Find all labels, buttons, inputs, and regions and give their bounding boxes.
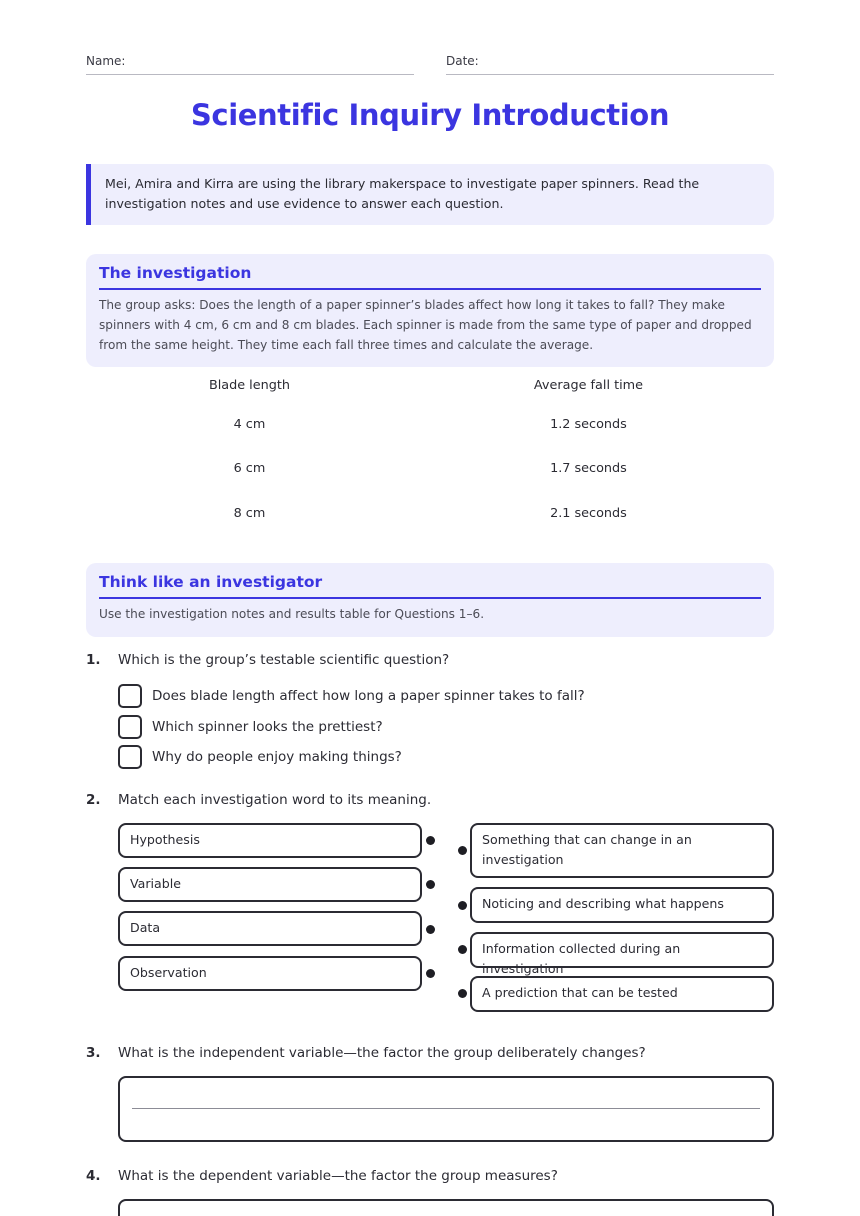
answer-box[interactable] xyxy=(118,1199,774,1216)
match-dot[interactable] xyxy=(426,880,435,889)
table-header-row xyxy=(86,378,774,402)
table-cell: 6 cm xyxy=(233,461,266,477)
term-box[interactable]: Variable xyxy=(118,867,422,902)
table-cell: 2.1 seconds xyxy=(550,505,627,521)
table-cell: 1.7 seconds xyxy=(550,461,627,477)
meaning-box[interactable]: Something that can change in an investigation xyxy=(470,823,774,878)
investigation-panel xyxy=(86,254,774,367)
match-dot[interactable] xyxy=(426,925,435,934)
table-row xyxy=(86,491,774,536)
investigation-heading: The investigation xyxy=(99,264,761,290)
match-dot[interactable] xyxy=(458,989,467,998)
table-cell: 8 cm xyxy=(233,505,266,521)
match-dot[interactable] xyxy=(426,836,435,845)
term-box[interactable]: Hypothesis xyxy=(118,823,422,858)
option-1[interactable] xyxy=(118,684,585,708)
table-row xyxy=(86,402,774,447)
match-dot[interactable] xyxy=(458,846,467,855)
table-cell: 1.2 seconds xyxy=(550,416,627,432)
table-cell: 4 cm xyxy=(233,416,266,432)
option-2[interactable] xyxy=(118,715,383,739)
date-field[interactable] xyxy=(446,54,774,75)
think-heading: Think like an investigator xyxy=(99,573,761,599)
option-label: Which spinner looks the prettiest? xyxy=(152,719,383,735)
results-table xyxy=(86,378,774,536)
meaning-box[interactable]: A prediction that can be tested xyxy=(470,976,774,1012)
checkbox[interactable] xyxy=(118,745,142,769)
term-box[interactable]: Data xyxy=(118,911,422,946)
match-dot[interactable] xyxy=(458,901,467,910)
think-panel xyxy=(86,563,774,637)
checkbox[interactable] xyxy=(118,715,142,739)
question-text: What is the independent variable—the factor the group deliberately changes? xyxy=(118,1045,646,1061)
question-number: 4. xyxy=(86,1168,101,1184)
question-text: Match each investigation word to its meaning. xyxy=(118,792,432,808)
date-label: Date: xyxy=(446,54,479,68)
answer-box[interactable] xyxy=(118,1076,774,1142)
match-dot[interactable] xyxy=(458,945,467,954)
meaning-box[interactable]: Noticing and describing what happens xyxy=(470,887,774,923)
option-3[interactable] xyxy=(118,745,402,769)
table-row xyxy=(86,447,774,492)
question-text: Which is the group’s testable scientific question? xyxy=(118,652,450,668)
name-field[interactable] xyxy=(86,54,414,75)
table-header-cell: Average fall time xyxy=(533,378,643,393)
question-number: 3. xyxy=(86,1045,101,1061)
question-text: What is the dependent variable—the factor the group measures? xyxy=(118,1168,558,1184)
option-label: Does blade length affect how long a paper spinner takes to fall? xyxy=(152,688,585,704)
page-title: Scientific Inquiry Introduction xyxy=(190,98,670,132)
meaning-box[interactable]: Information collected during an investigation xyxy=(470,932,774,968)
name-label: Name: xyxy=(86,54,126,68)
checkbox[interactable] xyxy=(118,684,142,708)
name-date-row xyxy=(86,54,774,75)
term-box[interactable]: Observation xyxy=(118,956,422,991)
investigation-text: The group asks: Does the length of a paper spinner’s blades affect how long it takes to fall? They make spinners with 4 cm, 6 cm and 8 cm blades. Each spinner is made from the same type of paper and dropped from the same height. They time each fall three times and calculate the average. xyxy=(99,298,752,352)
intro-callout: Mei, Amira and Kirra are using the library makerspace to investigate paper spinners. Read the investigation notes and use evidence to answer each question. xyxy=(86,164,774,225)
option-label: Why do people enjoy making things? xyxy=(152,749,402,765)
table-header-cell: Blade length xyxy=(208,378,290,393)
think-text: Use the investigation notes and results table for Questions 1–6. xyxy=(99,607,485,621)
answer-line xyxy=(132,1108,760,1109)
question-number: 1. xyxy=(86,652,101,668)
match-dot[interactable] xyxy=(426,969,435,978)
question-number: 2. xyxy=(86,792,101,808)
